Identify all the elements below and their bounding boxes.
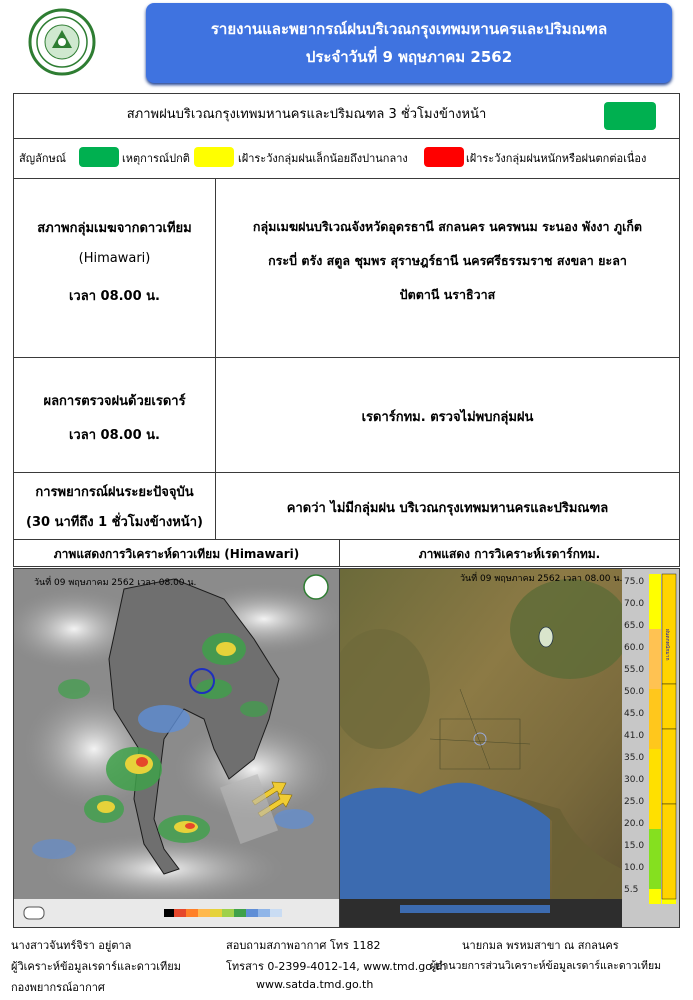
analyst-title: ผู้วิเคราะห์ข้อมูลเรดาร์และดาวเทียม xyxy=(11,960,181,973)
radar-scale-label: 50.0 xyxy=(624,687,645,697)
nowcast-label-cell xyxy=(13,472,216,540)
contact-fax: โทรสาร 0-2399-4012-14, www.tmd.go.th xyxy=(226,960,447,973)
radar-scale-label: 15.0 xyxy=(624,841,645,851)
radar-scale-label: 30.0 xyxy=(624,775,645,785)
nowcast-label-line1: การพยากรณ์ฝนระยะปัจจุบัน xyxy=(35,485,194,500)
radar-label-cell xyxy=(13,357,216,473)
contact-phone: สอบถามสภาพอากาศ โทร 1182 xyxy=(226,939,381,952)
director-title: ผู้อำนวยการส่วนวิเคราะห์ข้อมูลเรดาร์และดาวเทียม xyxy=(430,960,662,972)
satellite-image xyxy=(13,568,340,928)
satellite-label-line1: สภาพกลุ่มเมฆจากดาวเทียม xyxy=(37,221,192,236)
report-header xyxy=(146,3,672,83)
director-name: นายกมล พรหมสาขา ณ สกลนคร xyxy=(462,939,619,952)
analyst-name: นางสาวจันทร์จิรา อยู่ตาล xyxy=(11,939,132,952)
radar-scale-label: 35.0 xyxy=(624,753,645,763)
nowcast-label-line2: (30 นาทีถึง 1 ชั่วโมงข้างหน้า) xyxy=(26,515,203,530)
status-indicator xyxy=(604,102,656,130)
radar-image-title-cell xyxy=(339,539,680,567)
radar-scale xyxy=(623,569,649,909)
legend-title: สัญลักษณ์ xyxy=(19,152,66,165)
radar-scale-label: 75.0 xyxy=(624,577,645,587)
radar-scale-label: 45.0 xyxy=(624,709,645,719)
radar-scale-label: 5.5 xyxy=(624,885,639,895)
radar-scale-label: 25.0 xyxy=(624,797,645,807)
legend-green-swatch xyxy=(79,147,119,167)
satellite-value-line1: กลุ่มเมฆฝนบริเวณจังหวัดอุดรธานี สกลนคร นครพนม ระนอง พังงา ภูเก็ต xyxy=(252,219,643,234)
report-date: ประจำวันที่ 9 พฤษภาคม 2562 xyxy=(305,48,513,66)
satellite-image-title-cell xyxy=(13,539,340,567)
satellite-image-title: ภาพแสดงการวิเคราะห์ดาวเทียม (Himawari) xyxy=(53,547,300,561)
contact-website: www.satda.tmd.go.th xyxy=(256,978,374,991)
satellite-label-line3: เวลา 08.00 น. xyxy=(68,289,160,304)
svg-text:ฝนตกหนักมาก: ฝนตกหนักมาก xyxy=(664,629,670,661)
radar-scale-label: 55.0 xyxy=(624,665,645,675)
status-row xyxy=(13,93,680,139)
tmd-logo xyxy=(18,8,106,76)
satellite-value-line3: ปัตตานี นราธิวาส xyxy=(399,287,496,302)
radar-value-cell xyxy=(215,357,680,473)
radar-scale-label: 10.0 xyxy=(624,863,645,873)
report-title: รายงานและพยากรณ์ฝนบริเวณกรุงเทพมหานครและปริมณฑล xyxy=(210,20,608,38)
satellite-timestamp: วันที่ 09 พฤษภาคม 2562 เวลา 08.00 น. xyxy=(34,578,197,588)
radar-label-line1: ผลการตรวจฝนด้วยเรดาร์ xyxy=(43,394,186,409)
radar-label-line2: เวลา 08.00 น. xyxy=(68,428,160,443)
satellite-value-cell xyxy=(215,178,680,358)
satellite-label-line2: (Himawari) xyxy=(78,251,151,266)
legend-red-label: เฝ้าระวังกลุ่มฝนหนักหรือฝนตกต่อเนื่อง xyxy=(466,152,647,165)
legend-yellow-swatch xyxy=(194,147,234,167)
radar-scale-label: 65.0 xyxy=(624,621,645,631)
radar-image xyxy=(339,568,680,928)
radar-image-title: ภาพแสดง การวิเคราะห์เรดาร์กทม. xyxy=(418,547,601,561)
legend-yellow-label: เฝ้าระวังกลุ่มฝนเล็กน้อยถึงปานกลาง xyxy=(238,152,408,165)
satellite-label-cell xyxy=(13,178,216,358)
nowcast-value: คาดว่า ไม่มีกลุ่มฝน บริเวณกรุงเทพมหานครและปริมณฑล xyxy=(286,501,609,516)
radar-value: เรดาร์กทม. ตรวจไม่พบกลุ่มฝน xyxy=(361,410,534,425)
legend-red-swatch xyxy=(424,147,464,167)
satellite-value-line2: กระบี่ ตรัง สตูล ชุมพร สุราษฎร์ธานี นครศรีธรรมราช สงขลา ยะลา xyxy=(268,253,627,268)
radar-scale-label: 20.0 xyxy=(624,819,645,829)
legend-green-label: เหตุการณ์ปกติ xyxy=(122,152,190,165)
radar-timestamp: วันที่ 09 พฤษภาคม 2562 เวลา 08.00 น. xyxy=(460,574,623,584)
analyst-department: กองพยากรณ์อากาศ xyxy=(11,981,105,994)
radar-scale-label: 60.0 xyxy=(624,643,645,653)
status-label: สภาพฝนบริเวณกรุงเทพมหานครและปริมณฑล 3 ชั่วโมงข้างหน้า xyxy=(126,107,487,122)
nowcast-value-cell xyxy=(215,472,680,540)
radar-scale-label: 70.0 xyxy=(624,599,645,609)
radar-scale-label: 41.0 xyxy=(624,731,645,741)
